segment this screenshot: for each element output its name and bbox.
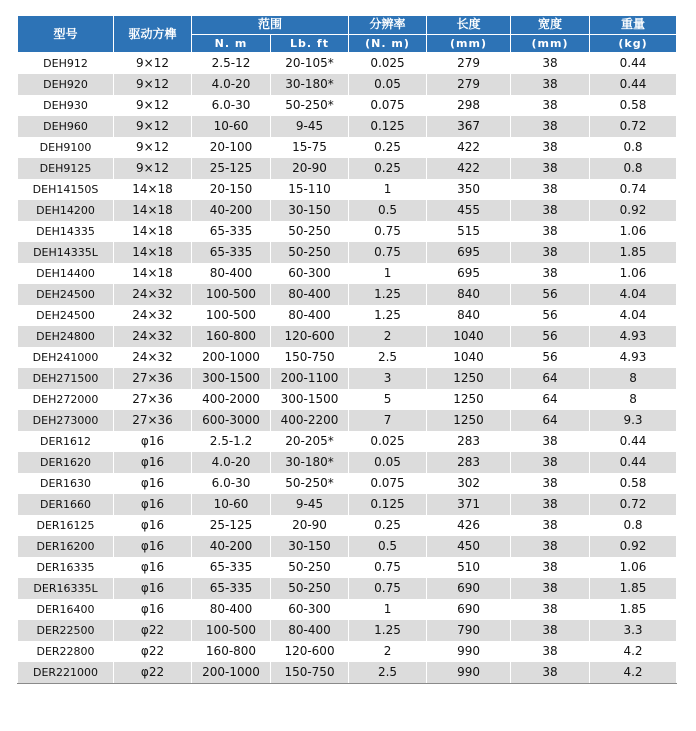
cell-resolution: 1.25 — [349, 620, 427, 641]
table-body — [18, 53, 677, 684]
cell-resolution: 0.05 — [349, 452, 427, 473]
cell-model: DEH241000 — [18, 347, 114, 368]
cell-weight: 1.06 — [590, 263, 677, 284]
cell-drive: φ22 — [114, 620, 192, 641]
cell-range-nm: 100-500 — [192, 620, 271, 641]
cell-model: DER1620 — [18, 452, 114, 473]
cell-drive: 9×12 — [114, 53, 192, 75]
cell-weight: 0.8 — [590, 137, 677, 158]
table-row — [18, 410, 677, 431]
cell-model: DER1612 — [18, 431, 114, 452]
cell-drive: 27×36 — [114, 368, 192, 389]
cell-width: 38 — [511, 179, 590, 200]
cell-resolution: 0.75 — [349, 221, 427, 242]
cell-resolution: 5 — [349, 389, 427, 410]
cell-range-lbft: 60-300 — [271, 263, 349, 284]
cell-width: 38 — [511, 494, 590, 515]
header-length: 长度 — [427, 16, 511, 35]
cell-range-nm: 300-1500 — [192, 368, 271, 389]
cell-resolution: 0.5 — [349, 536, 427, 557]
cell-drive: 24×32 — [114, 305, 192, 326]
cell-range-nm: 600-3000 — [192, 410, 271, 431]
cell-resolution: 7 — [349, 410, 427, 431]
cell-resolution: 2 — [349, 641, 427, 662]
cell-length: 1250 — [427, 410, 511, 431]
table-row — [18, 389, 677, 410]
cell-length: 690 — [427, 578, 511, 599]
table-row — [18, 620, 677, 641]
cell-model: DEH24500 — [18, 284, 114, 305]
cell-range-nm: 25-125 — [192, 158, 271, 179]
cell-range-nm: 6.0-30 — [192, 473, 271, 494]
header-resolution: 分辨率 — [349, 16, 427, 35]
cell-width: 38 — [511, 662, 590, 684]
cell-range-lbft: 150-750 — [271, 347, 349, 368]
table-row — [18, 347, 677, 368]
cell-model: DEH960 — [18, 116, 114, 137]
cell-width: 38 — [511, 95, 590, 116]
cell-drive: 24×32 — [114, 284, 192, 305]
table-row — [18, 452, 677, 473]
cell-width: 38 — [511, 578, 590, 599]
table-row — [18, 116, 677, 137]
table-row — [18, 473, 677, 494]
cell-drive: φ16 — [114, 557, 192, 578]
cell-length: 279 — [427, 53, 511, 75]
table-row — [18, 536, 677, 557]
cell-drive: 24×32 — [114, 326, 192, 347]
cell-weight: 8 — [590, 389, 677, 410]
table-row — [18, 368, 677, 389]
table-row — [18, 179, 677, 200]
cell-model: DER1660 — [18, 494, 114, 515]
cell-weight: 4.93 — [590, 347, 677, 368]
table-row — [18, 305, 677, 326]
table-row — [18, 242, 677, 263]
cell-model: DEH912 — [18, 53, 114, 75]
spec-table — [17, 15, 677, 684]
cell-weight: 0.58 — [590, 473, 677, 494]
cell-drive: φ16 — [114, 452, 192, 473]
cell-range-nm: 65-335 — [192, 578, 271, 599]
cell-resolution: 1 — [349, 263, 427, 284]
cell-width: 38 — [511, 473, 590, 494]
cell-resolution: 1 — [349, 599, 427, 620]
cell-length: 371 — [427, 494, 511, 515]
cell-resolution: 3 — [349, 368, 427, 389]
cell-model: DEH272000 — [18, 389, 114, 410]
cell-resolution: 2 — [349, 326, 427, 347]
cell-model: DER16400 — [18, 599, 114, 620]
header-resolution-unit: (N. m) — [349, 34, 427, 53]
cell-range-lbft: 80-400 — [271, 620, 349, 641]
cell-model: DEH14200 — [18, 200, 114, 221]
cell-model: DER16200 — [18, 536, 114, 557]
cell-drive: φ16 — [114, 431, 192, 452]
header-width-unit: (mm) — [511, 34, 590, 53]
cell-resolution: 0.125 — [349, 494, 427, 515]
cell-model: DER16335L — [18, 578, 114, 599]
cell-weight: 0.72 — [590, 494, 677, 515]
cell-width: 38 — [511, 599, 590, 620]
cell-length: 1250 — [427, 368, 511, 389]
cell-model: DEH14400 — [18, 263, 114, 284]
cell-length: 450 — [427, 536, 511, 557]
cell-range-nm: 25-125 — [192, 515, 271, 536]
cell-model: DEH24800 — [18, 326, 114, 347]
cell-range-nm: 20-100 — [192, 137, 271, 158]
cell-range-nm: 65-335 — [192, 221, 271, 242]
cell-range-lbft: 120-600 — [271, 641, 349, 662]
cell-range-lbft: 30-150 — [271, 200, 349, 221]
cell-model: DER221000 — [18, 662, 114, 684]
cell-width: 38 — [511, 263, 590, 284]
cell-resolution: 2.5 — [349, 662, 427, 684]
cell-length: 283 — [427, 452, 511, 473]
cell-length: 790 — [427, 620, 511, 641]
cell-model: DER1630 — [18, 473, 114, 494]
cell-weight: 4.04 — [590, 284, 677, 305]
cell-width: 64 — [511, 389, 590, 410]
cell-drive: 14×18 — [114, 179, 192, 200]
cell-range-lbft: 120-600 — [271, 326, 349, 347]
table-row — [18, 641, 677, 662]
cell-resolution: 0.025 — [349, 53, 427, 75]
cell-resolution: 0.05 — [349, 74, 427, 95]
cell-model: DEH14150S — [18, 179, 114, 200]
cell-range-nm: 10-60 — [192, 116, 271, 137]
cell-length: 1040 — [427, 326, 511, 347]
cell-model: DEH920 — [18, 74, 114, 95]
cell-length: 990 — [427, 641, 511, 662]
cell-length: 990 — [427, 662, 511, 684]
cell-resolution: 0.5 — [349, 200, 427, 221]
cell-range-lbft: 200-1100 — [271, 368, 349, 389]
cell-weight: 0.58 — [590, 95, 677, 116]
cell-resolution: 0.075 — [349, 473, 427, 494]
cell-range-lbft: 50-250 — [271, 221, 349, 242]
cell-range-lbft: 20-90 — [271, 158, 349, 179]
cell-range-nm: 100-500 — [192, 284, 271, 305]
cell-resolution: 0.75 — [349, 242, 427, 263]
table-row — [18, 284, 677, 305]
cell-width: 38 — [511, 221, 590, 242]
cell-model: DER22500 — [18, 620, 114, 641]
cell-model: DEH24500 — [18, 305, 114, 326]
cell-width: 56 — [511, 305, 590, 326]
cell-resolution: 0.75 — [349, 557, 427, 578]
cell-weight: 0.44 — [590, 431, 677, 452]
cell-width: 38 — [511, 452, 590, 473]
cell-range-nm: 2.5-12 — [192, 53, 271, 75]
cell-drive: 27×36 — [114, 389, 192, 410]
table-row — [18, 515, 677, 536]
cell-range-lbft: 20-105* — [271, 53, 349, 75]
cell-drive: φ22 — [114, 662, 192, 684]
cell-drive: 14×18 — [114, 200, 192, 221]
cell-range-lbft: 400-2200 — [271, 410, 349, 431]
cell-weight: 0.8 — [590, 515, 677, 536]
cell-weight: 0.44 — [590, 74, 677, 95]
cell-range-lbft: 30-180* — [271, 452, 349, 473]
cell-model: DEH273000 — [18, 410, 114, 431]
header-weight: 重量 — [590, 16, 677, 35]
cell-weight: 1.85 — [590, 599, 677, 620]
cell-length: 350 — [427, 179, 511, 200]
cell-range-lbft: 150-750 — [271, 662, 349, 684]
cell-length: 422 — [427, 137, 511, 158]
header-range-lbft: Lb. ft — [271, 34, 349, 53]
cell-width: 64 — [511, 410, 590, 431]
cell-drive: φ16 — [114, 536, 192, 557]
cell-length: 422 — [427, 158, 511, 179]
cell-range-nm: 40-200 — [192, 200, 271, 221]
cell-range-nm: 4.0-20 — [192, 452, 271, 473]
cell-model: DEH930 — [18, 95, 114, 116]
cell-weight: 0.8 — [590, 158, 677, 179]
cell-range-lbft: 50-250 — [271, 578, 349, 599]
table-row — [18, 326, 677, 347]
cell-model: DER22800 — [18, 641, 114, 662]
table-header — [18, 16, 677, 53]
cell-range-nm: 65-335 — [192, 242, 271, 263]
cell-range-lbft: 50-250* — [271, 473, 349, 494]
cell-range-nm: 40-200 — [192, 536, 271, 557]
cell-resolution: 1 — [349, 179, 427, 200]
cell-drive: 9×12 — [114, 74, 192, 95]
cell-width: 64 — [511, 368, 590, 389]
cell-width: 38 — [511, 200, 590, 221]
cell-drive: φ16 — [114, 494, 192, 515]
cell-range-lbft: 30-180* — [271, 74, 349, 95]
cell-range-lbft: 20-205* — [271, 431, 349, 452]
cell-weight: 1.85 — [590, 578, 677, 599]
table-row — [18, 263, 677, 284]
cell-drive: 14×18 — [114, 242, 192, 263]
cell-length: 840 — [427, 305, 511, 326]
cell-drive: 24×32 — [114, 347, 192, 368]
cell-resolution: 0.25 — [349, 158, 427, 179]
cell-width: 38 — [511, 620, 590, 641]
cell-resolution: 0.25 — [349, 137, 427, 158]
cell-range-lbft: 30-150 — [271, 536, 349, 557]
cell-range-lbft: 300-1500 — [271, 389, 349, 410]
cell-weight: 0.92 — [590, 536, 677, 557]
cell-drive: φ16 — [114, 515, 192, 536]
cell-resolution: 0.75 — [349, 578, 427, 599]
table-row — [18, 662, 677, 684]
cell-length: 515 — [427, 221, 511, 242]
cell-width: 38 — [511, 515, 590, 536]
cell-drive: φ16 — [114, 473, 192, 494]
cell-width: 38 — [511, 116, 590, 137]
cell-drive: φ22 — [114, 641, 192, 662]
cell-length: 840 — [427, 284, 511, 305]
cell-range-lbft: 15-75 — [271, 137, 349, 158]
cell-width: 38 — [511, 158, 590, 179]
cell-range-nm: 160-800 — [192, 641, 271, 662]
cell-length: 695 — [427, 263, 511, 284]
cell-drive: 9×12 — [114, 158, 192, 179]
cell-range-nm: 100-500 — [192, 305, 271, 326]
cell-drive: φ16 — [114, 599, 192, 620]
cell-resolution: 0.075 — [349, 95, 427, 116]
cell-range-lbft: 15-110 — [271, 179, 349, 200]
cell-range-lbft: 20-90 — [271, 515, 349, 536]
cell-model: DEH9100 — [18, 137, 114, 158]
cell-length: 455 — [427, 200, 511, 221]
cell-drive: 9×12 — [114, 116, 192, 137]
cell-drive: 14×18 — [114, 263, 192, 284]
cell-length: 690 — [427, 599, 511, 620]
cell-drive: 9×12 — [114, 137, 192, 158]
cell-width: 56 — [511, 347, 590, 368]
cell-model: DEH14335L — [18, 242, 114, 263]
cell-drive: 14×18 — [114, 221, 192, 242]
cell-range-nm: 200-1000 — [192, 662, 271, 684]
table-row — [18, 53, 677, 75]
cell-width: 38 — [511, 53, 590, 75]
header-range: 范围 — [192, 16, 349, 35]
cell-resolution: 0.025 — [349, 431, 427, 452]
cell-weight: 0.74 — [590, 179, 677, 200]
cell-width: 38 — [511, 242, 590, 263]
cell-range-nm: 200-1000 — [192, 347, 271, 368]
cell-weight: 1.85 — [590, 242, 677, 263]
cell-drive: 9×12 — [114, 95, 192, 116]
cell-length: 426 — [427, 515, 511, 536]
cell-width: 56 — [511, 284, 590, 305]
header-weight-unit: (kg) — [590, 34, 677, 53]
cell-weight: 4.2 — [590, 641, 677, 662]
cell-resolution: 1.25 — [349, 305, 427, 326]
cell-range-nm: 10-60 — [192, 494, 271, 515]
cell-length: 695 — [427, 242, 511, 263]
table-row — [18, 221, 677, 242]
cell-range-nm: 65-335 — [192, 557, 271, 578]
cell-range-lbft: 9-45 — [271, 116, 349, 137]
cell-width: 38 — [511, 641, 590, 662]
cell-resolution: 0.125 — [349, 116, 427, 137]
cell-width: 38 — [511, 137, 590, 158]
cell-weight: 8 — [590, 368, 677, 389]
cell-drive: φ16 — [114, 578, 192, 599]
cell-range-nm: 4.0-20 — [192, 74, 271, 95]
cell-width: 38 — [511, 557, 590, 578]
cell-range-lbft: 60-300 — [271, 599, 349, 620]
cell-resolution: 2.5 — [349, 347, 427, 368]
cell-model: DER16125 — [18, 515, 114, 536]
cell-weight: 0.44 — [590, 53, 677, 75]
cell-resolution: 0.25 — [349, 515, 427, 536]
cell-weight: 0.44 — [590, 452, 677, 473]
cell-drive: 27×36 — [114, 410, 192, 431]
cell-length: 1250 — [427, 389, 511, 410]
cell-width: 56 — [511, 326, 590, 347]
cell-weight: 4.2 — [590, 662, 677, 684]
cell-length: 298 — [427, 95, 511, 116]
table-row — [18, 137, 677, 158]
cell-length: 279 — [427, 74, 511, 95]
cell-range-lbft: 50-250 — [271, 242, 349, 263]
header-drive: 驱动方榫 — [114, 16, 192, 53]
cell-range-lbft: 50-250* — [271, 95, 349, 116]
cell-weight: 4.04 — [590, 305, 677, 326]
cell-length: 283 — [427, 431, 511, 452]
table-row — [18, 158, 677, 179]
cell-weight: 9.3 — [590, 410, 677, 431]
cell-range-nm: 80-400 — [192, 599, 271, 620]
cell-weight: 3.3 — [590, 620, 677, 641]
header-model: 型号 — [18, 16, 114, 53]
table-row — [18, 74, 677, 95]
table-row — [18, 578, 677, 599]
cell-resolution: 1.25 — [349, 284, 427, 305]
cell-length: 302 — [427, 473, 511, 494]
cell-weight: 1.06 — [590, 221, 677, 242]
cell-model: DEH14335 — [18, 221, 114, 242]
cell-weight: 4.93 — [590, 326, 677, 347]
cell-model: DEH9125 — [18, 158, 114, 179]
table-row — [18, 494, 677, 515]
header-range-nm: N. m — [192, 34, 271, 53]
cell-range-lbft: 50-250 — [271, 557, 349, 578]
cell-length: 510 — [427, 557, 511, 578]
header-length-unit: (mm) — [427, 34, 511, 53]
cell-range-nm: 80-400 — [192, 263, 271, 284]
cell-length: 367 — [427, 116, 511, 137]
cell-range-nm: 160-800 — [192, 326, 271, 347]
cell-range-lbft: 80-400 — [271, 305, 349, 326]
table-row — [18, 200, 677, 221]
cell-width: 38 — [511, 536, 590, 557]
cell-weight: 1.06 — [590, 557, 677, 578]
cell-width: 38 — [511, 431, 590, 452]
cell-model: DEH271500 — [18, 368, 114, 389]
table-row — [18, 599, 677, 620]
header-width: 宽度 — [511, 16, 590, 35]
cell-range-nm: 6.0-30 — [192, 95, 271, 116]
cell-weight: 0.72 — [590, 116, 677, 137]
table-row — [18, 557, 677, 578]
cell-weight: 0.92 — [590, 200, 677, 221]
cell-range-nm: 400-2000 — [192, 389, 271, 410]
cell-range-nm: 20-150 — [192, 179, 271, 200]
cell-range-lbft: 80-400 — [271, 284, 349, 305]
cell-range-nm: 2.5-1.2 — [192, 431, 271, 452]
table-row — [18, 95, 677, 116]
table-row — [18, 431, 677, 452]
cell-length: 1040 — [427, 347, 511, 368]
cell-width: 38 — [511, 74, 590, 95]
cell-model: DER16335 — [18, 557, 114, 578]
cell-range-lbft: 9-45 — [271, 494, 349, 515]
